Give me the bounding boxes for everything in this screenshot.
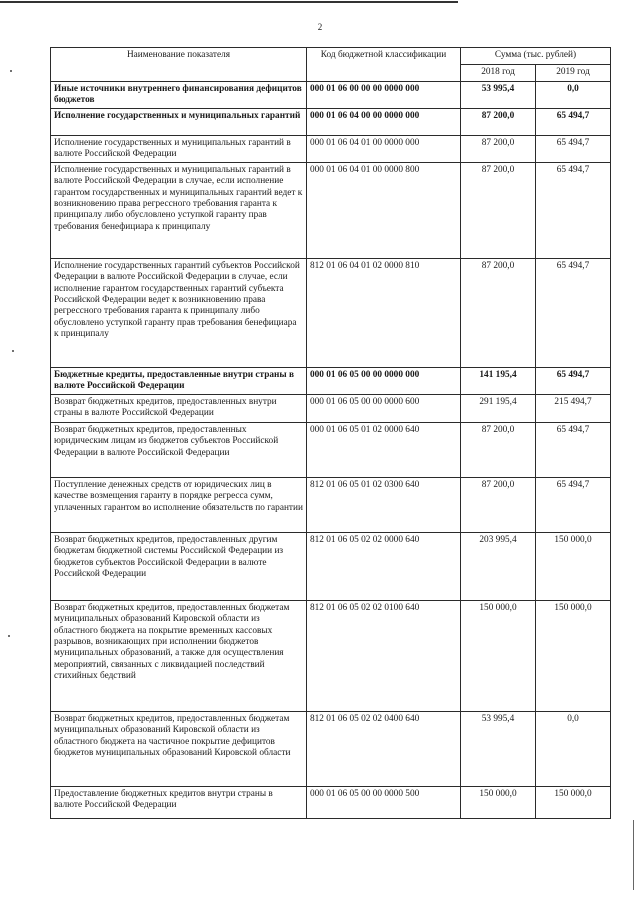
- row-indicator-name: Возврат бюджетных кредитов, предоставленных другим бюджетам бюджетной системы Российской Федерации из бюджетов субъектов Российской Федерации в валюте Российской Федерации: [51, 532, 307, 600]
- scan-speck: [12, 350, 14, 352]
- row-sum-2019: 65 494,7: [536, 422, 611, 477]
- table-row: [51, 422, 611, 477]
- row-sum-2019: 65 494,7: [536, 108, 611, 135]
- row-sum-2019: 65 494,7: [536, 477, 611, 532]
- scan-speck: [8, 635, 10, 637]
- row-sum-2019: 215 494,7: [536, 394, 611, 422]
- row-classification-code: 000 01 06 05 01 02 0000 640: [307, 422, 461, 477]
- table-row: [51, 786, 611, 818]
- row-indicator-name: Поступление денежных средств от юридических лиц в качестве возмещения гаранту в порядке регресса сумм, уплаченных гарантом во исполнение обязательств по гарантии: [51, 477, 307, 532]
- row-sum-2018: 87 200,0: [461, 422, 536, 477]
- table-row: [51, 600, 611, 711]
- row-classification-code: 812 01 06 05 01 02 0300 640: [307, 477, 461, 532]
- row-sum-2018: 203 995,4: [461, 532, 536, 600]
- row-indicator-name: Возврат бюджетных кредитов, предоставленных юридическим лицам из бюджетов субъектов Российской Федерации в валюте Российской Федерации: [51, 422, 307, 477]
- row-indicator-name: Исполнение государственных и муниципальных гарантий: [51, 108, 307, 135]
- row-sum-2018: 87 200,0: [461, 477, 536, 532]
- row-sum-2018: 150 000,0: [461, 786, 536, 818]
- row-sum-2019: 65 494,7: [536, 162, 611, 258]
- row-sum-2018: 291 195,4: [461, 394, 536, 422]
- table-row: [51, 532, 611, 600]
- scan-speck: [10, 70, 12, 72]
- row-sum-2018: 141 195,4: [461, 367, 536, 394]
- table-row: [51, 711, 611, 786]
- table-row: [51, 135, 611, 162]
- row-indicator-name: Предоставление бюджетных кредитов внутри страны в валюте Российской Федерации: [51, 786, 307, 818]
- page-number: 2: [317, 22, 323, 32]
- header-indicator-name: Наименование показателя: [51, 48, 307, 82]
- budget-sources-table: [50, 47, 611, 819]
- header-classification-code: Код бюджетной классификации: [307, 48, 461, 82]
- header-year-2018: 2018 год: [461, 65, 536, 82]
- row-sum-2019: 0,0: [536, 711, 611, 786]
- table-row: [51, 367, 611, 394]
- row-sum-2019: 65 494,7: [536, 135, 611, 162]
- row-sum-2018: 87 200,0: [461, 135, 536, 162]
- row-indicator-name: Возврат бюджетных кредитов, предоставленных внутри страны в валюте Российской Федерации: [51, 394, 307, 422]
- table-row: [51, 108, 611, 135]
- header-sum: Сумма (тыс. рублей): [461, 48, 611, 65]
- row-classification-code: 000 01 06 04 00 00 0000 000: [307, 108, 461, 135]
- row-classification-code: 000 01 06 05 00 00 0000 000: [307, 367, 461, 394]
- row-classification-code: 812 01 06 05 02 02 0400 640: [307, 711, 461, 786]
- row-indicator-name: Возврат бюджетных кредитов, предоставленных бюджетам муниципальных образований Кировской области из областного бюджета на частичное покрытие дефицитов бюджетов муниципальных образований Кировской области: [51, 711, 307, 786]
- row-sum-2019: 150 000,0: [536, 532, 611, 600]
- row-sum-2019: 150 000,0: [536, 786, 611, 818]
- row-sum-2018: 150 000,0: [461, 600, 536, 711]
- row-indicator-name: Исполнение государственных гарантий субъектов Российской Федерации в валюте Российской Федерации в случае, если исполнение гарантом государственных гарантий субъекта Российской Федерации ведет к возникновению права регрессного требования гаранта к принципалу либо обусловлено уступкой гаранту прав требования бенефициара к принципалу: [51, 258, 307, 367]
- row-indicator-name: Исполнение государственных и муниципальных гарантий в валюте Российской Федерации: [51, 135, 307, 162]
- row-classification-code: 000 01 06 04 01 00 0000 000: [307, 135, 461, 162]
- row-classification-code: 000 01 06 05 00 00 0000 600: [307, 394, 461, 422]
- row-classification-code: 000 01 06 05 00 00 0000 500: [307, 786, 461, 818]
- row-classification-code: 000 01 06 00 00 00 0000 000: [307, 82, 461, 109]
- row-sum-2018: 87 200,0: [461, 108, 536, 135]
- row-sum-2019: 65 494,7: [536, 258, 611, 367]
- row-indicator-name: Бюджетные кредиты, предоставленные внутри страны в валюте Российской Федерации: [51, 367, 307, 394]
- row-sum-2019: 0,0: [536, 82, 611, 109]
- header-year-2019: 2019 год: [536, 65, 611, 82]
- row-sum-2018: 53 995,4: [461, 711, 536, 786]
- row-classification-code: 000 01 06 04 01 00 0000 800: [307, 162, 461, 258]
- table-row: [51, 477, 611, 532]
- row-classification-code: 812 01 06 05 02 02 0100 640: [307, 600, 461, 711]
- row-classification-code: 812 01 06 05 02 02 0000 640: [307, 532, 461, 600]
- row-sum-2019: 65 494,7: [536, 367, 611, 394]
- top-rule: [0, 1, 458, 3]
- row-sum-2019: 150 000,0: [536, 600, 611, 711]
- table-row: [51, 82, 611, 109]
- table-row: [51, 258, 611, 367]
- scan-margin-line: [633, 820, 634, 890]
- table-row: [51, 162, 611, 258]
- row-indicator-name: Возврат бюджетных кредитов, предоставленных бюджетам муниципальных образований Кировской области из областного бюджета на покрытие временных кассовых разрывов, возникающих при исполнении бюджетов муниципальных образований, а также для осуществления мероприятий, связанных с ликвидацией последствий стихийных бедствий: [51, 600, 307, 711]
- row-classification-code: 812 01 06 04 01 02 0000 810: [307, 258, 461, 367]
- row-indicator-name: Иные источники внутреннего финансирования дефицитов бюджетов: [51, 82, 307, 109]
- row-sum-2018: 53 995,4: [461, 82, 536, 109]
- row-sum-2018: 87 200,0: [461, 258, 536, 367]
- table-row: [51, 394, 611, 422]
- row-sum-2018: 87 200,0: [461, 162, 536, 258]
- row-indicator-name: Исполнение государственных и муниципальных гарантий в валюте Российской Федерации в случае, если исполнение гарантом государственных и муниципальных гарантий ведет к возникновению права регрессного требования гаранта к принципалу либо обусловлено уступкой гаранту прав требования бенефициара к принципалу: [51, 162, 307, 258]
